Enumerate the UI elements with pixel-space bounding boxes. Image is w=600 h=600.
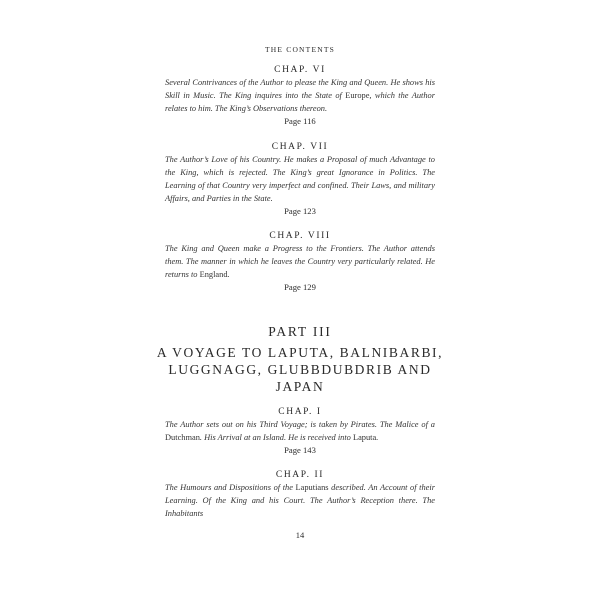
chapter-synopsis	[165, 153, 435, 205]
synopsis-text: The Humours and Dispositions of the	[165, 483, 296, 492]
page-reference: Page 143	[284, 445, 316, 455]
chapter-synopsis	[165, 76, 435, 115]
part-label: PART III	[268, 324, 332, 339]
proper-noun: Dutchman	[165, 433, 200, 442]
chapter-block-viii	[165, 230, 435, 293]
chapter-heading: CHAP. VI	[274, 65, 326, 75]
proper-noun: Laputa	[352, 433, 377, 442]
chapter-block-vi	[165, 64, 435, 127]
synopsis-text: described. An Account of their Learning. Of the King and his Court. The Author’s Reception there. The Inhabitants	[165, 483, 435, 518]
synopsis-text: . His Arrival at an Island. He is received into	[199, 433, 353, 442]
chapter-heading: CHAP. VIII	[269, 231, 331, 241]
proper-noun: England	[199, 270, 228, 279]
chapter-block-vii	[165, 141, 435, 217]
page-reference: Page 123	[284, 206, 316, 216]
page-number: 14	[295, 530, 305, 540]
proper-noun: Laputians	[295, 483, 329, 492]
chapter-synopsis	[165, 242, 435, 281]
chapter-synopsis	[165, 481, 435, 520]
synopsis-text: The Author’s Love of his Country. He makes a Proposal of much Advantage to the King, which is rejected. The King’s great Ignorance in Politics. The Learning of that Country very imperfect and confined. Their Laws, and military Affairs, and Parties in the State.	[165, 155, 435, 203]
part-title: A VOYAGE TO LAPUTA, BALNIBARBI, LUGGNAGG, GLUBBDUBDRIB AND JAPAN	[156, 345, 444, 394]
chapter-heading: CHAP. I	[278, 407, 322, 417]
chapter-synopsis	[165, 418, 435, 444]
synopsis-text: .	[227, 270, 230, 279]
chapter-block-ii	[165, 469, 435, 520]
synopsis-text: , which the Author relates to him. The King’s Observations thereon.	[165, 91, 435, 113]
page-reference: Page 116	[284, 116, 316, 126]
synopsis-text: Several Contrivances of the Author to please the King and Queen. He shows his Skill in Music. The King inquires into the State of	[165, 78, 435, 100]
page-reference: Page 129	[284, 282, 316, 292]
running-head: THE CONTENTS	[264, 45, 336, 54]
synopsis-text: The Author sets out on his Third Voyage; is taken by Pirates. The Malice of a	[165, 420, 435, 429]
synopsis-text: .	[376, 433, 379, 442]
chapter-heading: CHAP. VII	[271, 142, 329, 152]
chapter-heading: CHAP. II	[275, 470, 325, 480]
proper-noun: Europe	[345, 91, 370, 100]
chapter-block-i	[165, 406, 435, 456]
synopsis-text: The King and Queen make a Progress to the Frontiers. The Author attends them. The manner in which he leaves the Country very particularly related. He returns to	[165, 244, 435, 279]
